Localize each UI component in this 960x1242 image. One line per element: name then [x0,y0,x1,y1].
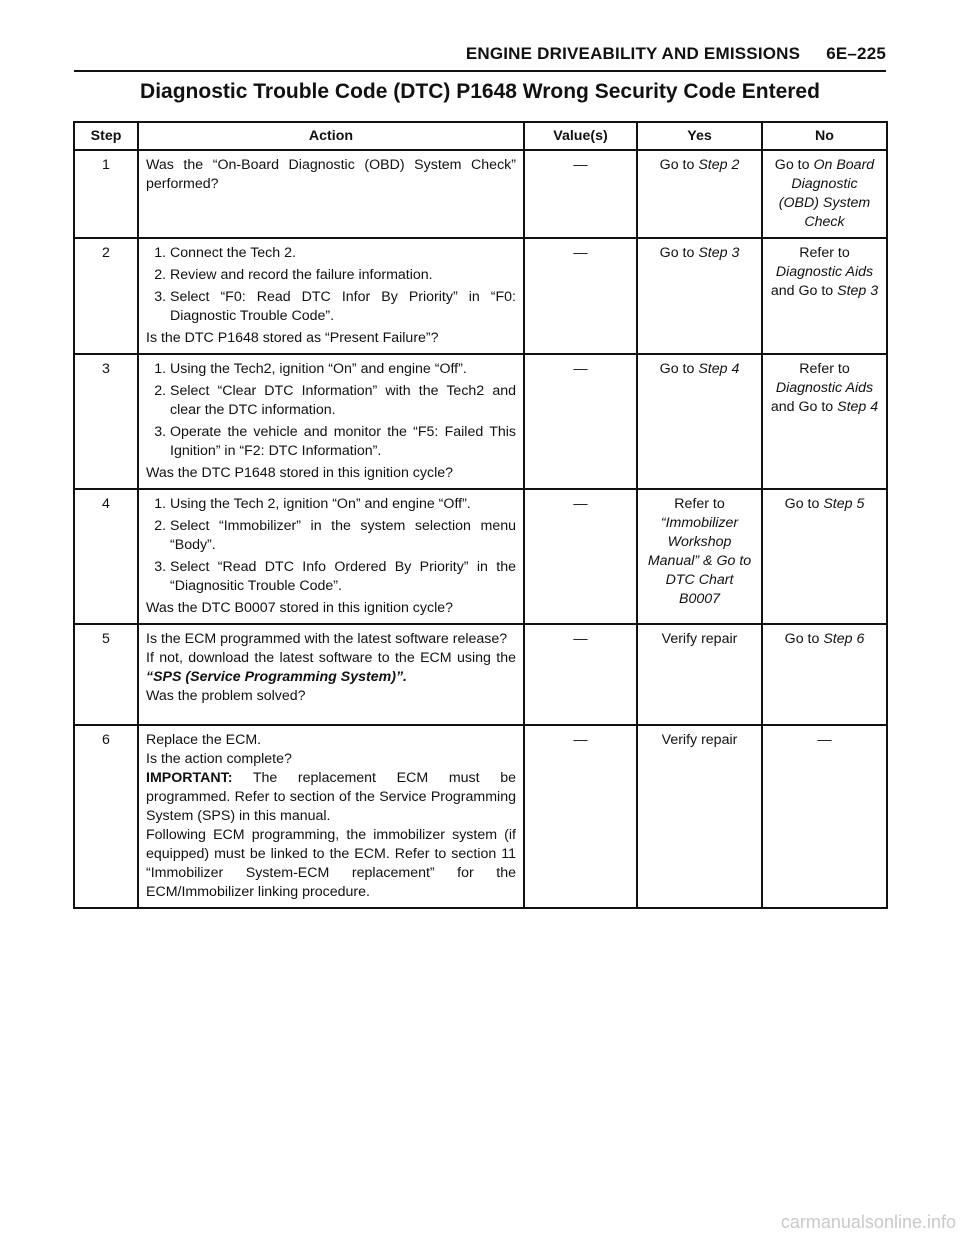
step-number: 2 [74,238,138,354]
no-reference: Step 6 [823,631,865,647]
action-steps [146,495,516,596]
yes-prefix: Go to [659,157,699,173]
action-question: Was the “On-Board Diagnostic (OBD) System Check” performed? [146,157,516,192]
value-cell: — [524,238,637,354]
no-reference-step: Step 4 [837,399,879,415]
action-cell [138,150,524,238]
action-step: 3. Select “F0: Read DTC Infor By Priority” in “F0: Diagnostic Trouble Code”. [170,288,516,326]
table-header-row [74,122,887,150]
page-number: 6E–225 [826,44,886,63]
no-reference-step: Step 3 [837,283,879,299]
watermark: carmanualsonline.info [780,1212,956,1232]
yes-reference: “Immobilizer Workshop Manual” & Go to DTC Chart B0007 [647,515,752,607]
no-cell [762,238,887,354]
step-number: 3 [74,354,138,489]
step-number: 4 [74,489,138,624]
no-prefix: Go to [784,496,824,512]
important-label: IMPORTANT: [146,770,233,786]
yes-cell [637,238,762,354]
action-step: 3. Select “Read DTC Info Ordered By Priority” in the “Diagnositic Trouble Code”. [170,558,516,596]
page-title: Diagnostic Trouble Code (DTC) P1648 Wrong Security Code Entered [140,80,820,103]
no-prefix: Go to [784,631,824,647]
action-cell [138,489,524,624]
col-header-action: Action [138,122,524,150]
col-header-no: No [762,122,887,150]
header-rule [74,70,886,72]
action-line: Replace the ECM. [146,732,262,748]
col-header-yes: Yes [637,122,762,150]
action-step: 1. Using the Tech 2, ignition “On” and engine “Off”. [170,495,516,514]
table-row [74,150,887,238]
action-step: 2. Review and record the failure information. [170,266,516,285]
action-line-text: If not, download the latest software to the ECM using the [146,650,516,666]
action-question: Was the problem solved? [146,688,306,704]
action-question: Was the DTC B0007 stored in this ignition cycle? [146,600,454,616]
yes-prefix: Go to [659,361,699,377]
important-note [146,769,516,826]
no-prefix: Go to [774,157,814,173]
value-cell: — [524,354,637,489]
no-reference: Diagnostic Aids [775,380,874,396]
no-prefix: Refer to [799,245,850,261]
table-row [74,354,887,489]
value-cell: — [524,150,637,238]
table-row [74,624,887,725]
step-number: 1 [74,150,138,238]
action-question: Was the DTC P1648 stored in this ignition cycle? [146,465,454,481]
action-cell [138,238,524,354]
action-step: 3. Operate the vehicle and monitor the “F5: Failed This Ignition” in “F2: DTC Information”. [170,423,516,461]
no-connector: and Go to [770,399,838,415]
value-cell: — [524,624,637,725]
value-cell: — [524,725,637,908]
step-number: 5 [74,624,138,725]
no-connector: and Go to [770,283,838,299]
yes-cell [637,150,762,238]
action-cell [138,624,524,725]
step-number: 6 [74,725,138,908]
action-cell [138,354,524,489]
running-header [466,44,886,64]
action-line-emphasis: “SPS (Service Programming System)”. [146,669,407,685]
action-line: Is the ECM programmed with the latest software release? [146,631,508,647]
yes-reference: Step 2 [698,157,740,173]
col-header-values: Value(s) [524,122,637,150]
yes-cell [637,354,762,489]
action-line: Following ECM programming, the immobilizer system (if equipped) must be linked to the ECM. Refer to section 11 “Immobilizer System-ECM replacement” for the ECM/Immobilizer linking procedure. [146,827,516,900]
col-header-step: Step [74,122,138,150]
action-step: 1. Using the Tech2, ignition “On” and engine “Off”. [170,360,516,379]
action-step: 2. Select “Clear DTC Information” with the Tech2 and clear the DTC information. [170,382,516,420]
table-row [74,238,887,354]
section-title: ENGINE DRIVEABILITY AND EMISSIONS [465,44,801,63]
action-step: 2. Select “Immobilizer” in the system selection menu “Body”. [170,517,516,555]
no-reference: On Board Diagnostic (OBD) System Check [778,157,875,230]
no-cell [762,354,887,489]
no-cell [762,150,887,238]
yes-reference: Step 3 [698,245,740,261]
action-steps [146,360,516,461]
action-line: Is the action complete? [146,751,292,767]
diagnostic-table [73,121,888,909]
table-row [74,725,887,908]
action-steps [146,244,516,326]
no-cell [762,489,887,624]
yes-prefix: Refer to [674,496,725,512]
no-cell [762,624,887,725]
no-reference: Step 5 [823,496,865,512]
yes-cell: Verify repair [637,725,762,908]
no-reference: Diagnostic Aids [775,264,874,280]
important-text: The replacement ECM must be programmed. Refer to section of the Service Programming System (SPS) in this manual. [146,770,516,824]
yes-prefix: Go to [659,245,699,261]
yes-cell [637,489,762,624]
action-question: Is the DTC P1648 stored as “Present Failure”? [146,330,439,346]
action-line [146,649,516,687]
yes-reference: Step 4 [698,361,740,377]
action-step: 1. Connect the Tech 2. [170,244,516,263]
yes-cell: Verify repair [637,624,762,725]
value-cell: — [524,489,637,624]
action-cell [138,725,524,908]
table-row [74,489,887,624]
no-prefix: Refer to [799,361,850,377]
no-cell: — [762,725,887,908]
